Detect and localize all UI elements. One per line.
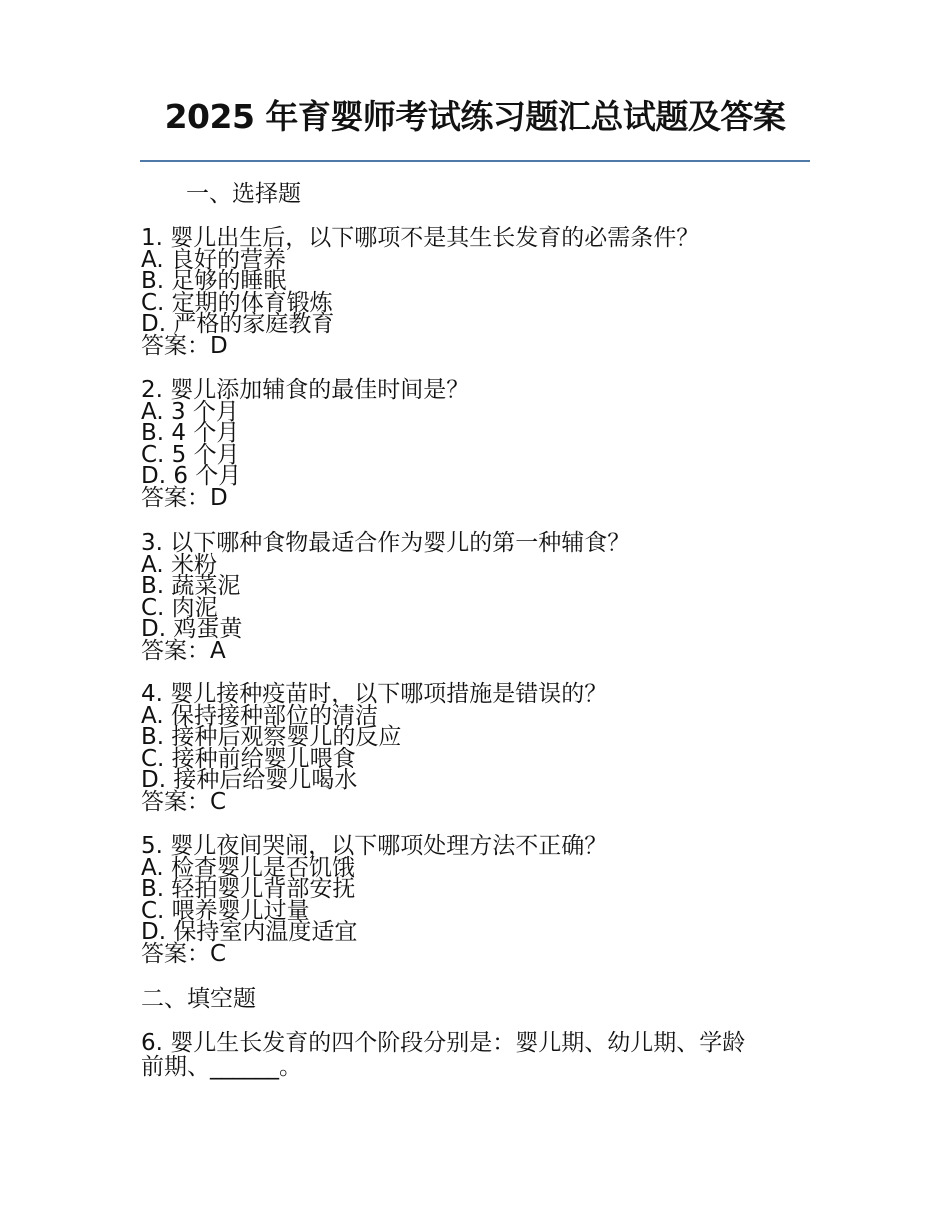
document-title: 2025 年育婴师考试练习题汇总试题及答案 xyxy=(164,97,786,136)
question-stem: 2. 婴儿添加辅食的最佳时间是？ xyxy=(141,377,470,403)
option-a: A. 保持接种部位的清洁 xyxy=(141,702,378,729)
fill-blank-line-1: 6. 婴儿生长发育的四个阶段分别是：婴儿期、幼儿期、学龄 xyxy=(141,1030,746,1056)
question-1 xyxy=(141,225,811,359)
answer: 答案：D xyxy=(141,484,228,511)
option-d: D. 接种后给婴儿喝水 xyxy=(141,767,358,794)
option-a: A. 检查婴儿是否饥饿 xyxy=(141,854,355,881)
option-b: B. 蔬菜泥 xyxy=(141,573,241,600)
option-b: B. 接种后观察婴儿的反应 xyxy=(141,724,402,751)
option-a: A. 良好的营养 xyxy=(141,246,286,273)
option-b: B. 4 个月 xyxy=(141,420,240,447)
question-2 xyxy=(141,377,811,511)
question-4 xyxy=(141,681,811,815)
answer: 答案：A xyxy=(141,637,226,664)
section-heading-fill-blank: 二、填空题 xyxy=(141,986,256,1012)
option-c: C. 喂养婴儿过量 xyxy=(141,897,310,924)
question-stem: 5. 婴儿夜间哭闹，以下哪项处理方法不正确？ xyxy=(141,833,608,859)
question-stem: 4. 婴儿接种疫苗时，以下哪项措施是错误的？ xyxy=(141,681,608,707)
fill-blank-line-2: 前期、______。 xyxy=(141,1054,302,1080)
option-d: D. 鸡蛋黄 xyxy=(141,616,243,643)
option-a: A. 米粉 xyxy=(141,551,217,578)
option-c: C. 5 个月 xyxy=(141,441,240,468)
title-underline xyxy=(140,160,810,162)
option-d: D. 严格的家庭教育 xyxy=(141,311,335,338)
option-a: A. 3 个月 xyxy=(141,398,239,425)
answer: 答案：D xyxy=(141,332,228,359)
option-d: D. 保持室内温度适宜 xyxy=(141,919,358,946)
option-c: C. 接种前给婴儿喂食 xyxy=(141,745,356,772)
question-stem: 1. 婴儿出生后，以下哪项不是其生长发育的必需条件？ xyxy=(141,225,700,251)
option-c: C. 定期的体育锻炼 xyxy=(141,289,333,316)
option-b: B. 足够的睡眠 xyxy=(141,268,287,295)
answer: 答案：C xyxy=(141,940,227,967)
question-stem: 3. 以下哪种食物最适合作为婴儿的第一种辅食？ xyxy=(141,530,631,556)
question-3 xyxy=(141,530,811,664)
option-c: C. 肉泥 xyxy=(141,594,218,621)
fill-blank-question-6 xyxy=(141,1031,811,1079)
option-b: B. 轻拍婴儿背部安抚 xyxy=(141,876,356,903)
section-heading-choice: 一、选择题 xyxy=(186,181,301,207)
option-d: D. 6 个月 xyxy=(141,463,242,490)
answer: 答案：C xyxy=(141,788,227,815)
question-5 xyxy=(141,833,811,967)
